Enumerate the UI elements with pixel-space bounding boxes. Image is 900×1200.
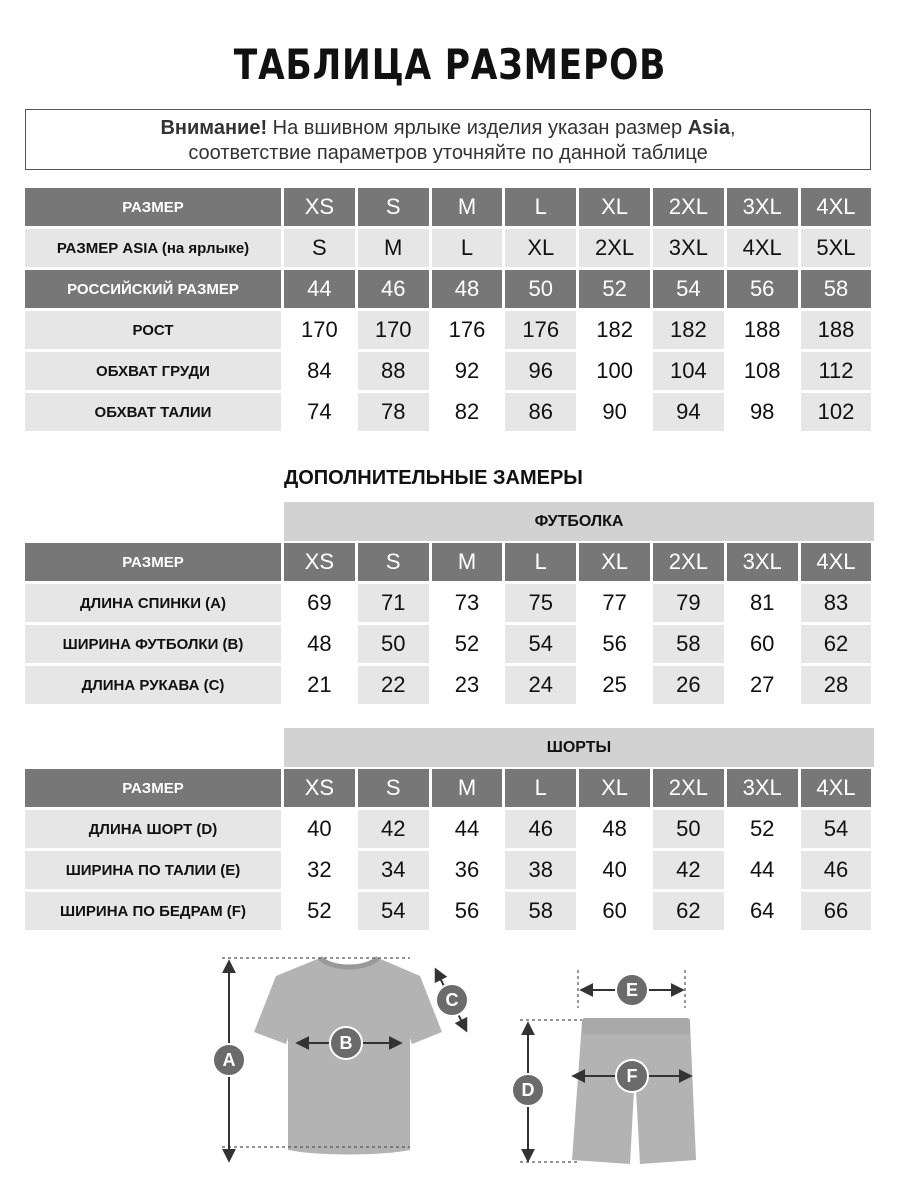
row-label: РАЗМЕР	[25, 188, 284, 229]
table-cell: 52	[284, 892, 358, 933]
table-cell: 86	[505, 393, 579, 434]
table-cell: 56	[727, 270, 801, 311]
table-cell: M	[432, 769, 506, 810]
table-cell: 25	[579, 666, 653, 707]
table-row	[25, 851, 875, 892]
table-cell: 77	[579, 584, 653, 625]
table-cell: 54	[505, 625, 579, 666]
table-cell: 40	[579, 851, 653, 892]
table-cell: 88	[358, 352, 432, 393]
table-cell: XS	[284, 769, 358, 810]
table-cell: 34	[358, 851, 432, 892]
marker-f-label: F	[626, 1066, 638, 1086]
table-cell: 42	[653, 851, 727, 892]
tshirt-heading: ФУТБОЛКА	[284, 502, 874, 541]
table-cell: 21	[284, 666, 358, 707]
table-row	[25, 625, 875, 666]
row-label: РАЗМЕР	[25, 769, 284, 810]
table-cell: 98	[727, 393, 801, 434]
table-cell: 58	[801, 270, 875, 311]
row-label: ОБХВАТ ГРУДИ	[25, 352, 284, 393]
table-cell: 2XL	[579, 229, 653, 270]
table-row	[25, 769, 875, 810]
notice-box	[25, 109, 871, 170]
table-cell: 62	[801, 625, 875, 666]
marker-c-label: C	[445, 990, 459, 1010]
table-cell: 54	[358, 892, 432, 933]
table-row	[25, 352, 875, 393]
row-label: ШИРИНА ПО ТАЛИИ (E)	[25, 851, 284, 892]
table-cell: 75	[505, 584, 579, 625]
table-cell: 52	[727, 810, 801, 851]
notice-line-2: соответствие параметров уточняйте по данной таблице	[188, 142, 708, 164]
table-cell: 38	[505, 851, 579, 892]
table-cell: 3XL	[653, 229, 727, 270]
table-cell: L	[505, 188, 579, 229]
table-cell: XL	[579, 769, 653, 810]
table-cell: S	[358, 543, 432, 584]
table-cell: 46	[505, 810, 579, 851]
table-cell: 44	[727, 851, 801, 892]
table-cell: 176	[505, 311, 579, 352]
table-cell: 4XL	[801, 769, 875, 810]
table-cell: 4XL	[727, 229, 801, 270]
row-label: ДЛИНА РУКАВА (C)	[25, 666, 284, 707]
table-cell: 48	[432, 270, 506, 311]
table-cell: 40	[284, 810, 358, 851]
table-cell: 100	[579, 352, 653, 393]
table-cell: 54	[653, 270, 727, 311]
table-cell: L	[505, 769, 579, 810]
table-cell: 22	[358, 666, 432, 707]
table-cell: 2XL	[653, 543, 727, 584]
table-cell: 50	[358, 625, 432, 666]
table-cell: 46	[801, 851, 875, 892]
table-row	[25, 188, 875, 229]
table-cell: 52	[432, 625, 506, 666]
table-row	[25, 393, 875, 434]
table-cell: 24	[505, 666, 579, 707]
table-cell: XL	[579, 188, 653, 229]
table-cell: 66	[801, 892, 875, 933]
table-cell: 27	[727, 666, 801, 707]
table-cell: S	[358, 769, 432, 810]
table-cell: 78	[358, 393, 432, 434]
table-cell: 58	[653, 625, 727, 666]
table-cell: 50	[653, 810, 727, 851]
table-cell: 48	[284, 625, 358, 666]
table-cell: L	[505, 543, 579, 584]
table-cell: 4XL	[801, 543, 875, 584]
table-cell: S	[358, 188, 432, 229]
row-label: ШИРИНА ФУТБОЛКИ (B)	[25, 625, 284, 666]
table-cell: 96	[505, 352, 579, 393]
table-cell: 32	[284, 851, 358, 892]
table-row	[25, 270, 875, 311]
table-cell: 90	[579, 393, 653, 434]
table-cell: 112	[801, 352, 875, 393]
table-cell: 108	[727, 352, 801, 393]
table-cell: 44	[432, 810, 506, 851]
notice-text: На вшивном ярлыке изделия указан размер	[267, 117, 688, 139]
table-cell: 176	[432, 311, 506, 352]
table-cell: 46	[358, 270, 432, 311]
row-label: ДЛИНА СПИНКИ (A)	[25, 584, 284, 625]
row-label: ОБХВАТ ТАЛИИ	[25, 393, 284, 434]
row-label: РАЗМЕР ASIA (на ярлыке)	[25, 229, 284, 270]
table-cell: 2XL	[653, 769, 727, 810]
table-cell: XS	[284, 188, 358, 229]
table-cell: 23	[432, 666, 506, 707]
tshirt-table	[25, 543, 875, 707]
notice-comma: ,	[729, 117, 736, 139]
table-cell: XL	[579, 543, 653, 584]
table-cell: 79	[653, 584, 727, 625]
table-cell: XL	[505, 229, 579, 270]
table-cell: 60	[727, 625, 801, 666]
table-cell: 83	[801, 584, 875, 625]
table-cell: 92	[432, 352, 506, 393]
table-cell: 73	[432, 584, 506, 625]
main-size-table	[25, 188, 875, 434]
table-cell: 52	[579, 270, 653, 311]
table-cell: 182	[579, 311, 653, 352]
row-label: РОССИЙСКИЙ РАЗМЕР	[25, 270, 284, 311]
marker-d-label: D	[521, 1080, 535, 1100]
table-cell: 84	[284, 352, 358, 393]
table-cell: 62	[653, 892, 727, 933]
measurement-diagram	[0, 940, 900, 1200]
table-cell: 74	[284, 393, 358, 434]
table-cell: 58	[505, 892, 579, 933]
table-cell: S	[284, 229, 358, 270]
table-row	[25, 892, 875, 933]
table-cell: 188	[727, 311, 801, 352]
table-row	[25, 543, 875, 584]
table-cell: 182	[653, 311, 727, 352]
table-cell: M	[432, 188, 506, 229]
shorts-heading: ШОРТЫ	[284, 728, 874, 767]
table-cell: L	[432, 229, 506, 270]
table-cell: 64	[727, 892, 801, 933]
table-cell: 94	[653, 393, 727, 434]
marker-b-label: B	[339, 1033, 353, 1053]
shorts-table	[25, 769, 875, 933]
table-row	[25, 584, 875, 625]
table-cell: XS	[284, 543, 358, 584]
table-row	[25, 229, 875, 270]
notice-asia: Asia	[687, 117, 730, 139]
additional-title: ДОПОЛНИТЕЛЬНЫЕ ЗАМЕРЫ	[284, 467, 583, 489]
table-cell: 170	[358, 311, 432, 352]
table-cell: 102	[801, 393, 875, 434]
table-cell: 3XL	[727, 769, 801, 810]
row-label: ДЛИНА ШОРТ (D)	[25, 810, 284, 851]
table-cell: 170	[284, 311, 358, 352]
marker-a-label: A	[222, 1050, 236, 1070]
table-cell: 28	[801, 666, 875, 707]
table-cell: 71	[358, 584, 432, 625]
table-cell: 50	[505, 270, 579, 311]
table-cell: 26	[653, 666, 727, 707]
table-cell: 69	[284, 584, 358, 625]
row-label: РОСТ	[25, 311, 284, 352]
table-cell: 56	[432, 892, 506, 933]
table-cell: 54	[801, 810, 875, 851]
table-cell: 5XL	[801, 229, 875, 270]
table-cell: 4XL	[801, 188, 875, 229]
row-label: РАЗМЕР	[25, 543, 284, 584]
table-cell: 36	[432, 851, 506, 892]
table-cell: 3XL	[727, 188, 801, 229]
table-row	[25, 311, 875, 352]
table-cell: 56	[579, 625, 653, 666]
table-cell: M	[358, 229, 432, 270]
table-cell: 44	[284, 270, 358, 311]
table-cell: 60	[579, 892, 653, 933]
page-title: ТАБЛИЦА РАЗМЕРОВ	[233, 40, 667, 89]
table-cell: 2XL	[653, 188, 727, 229]
row-label: ШИРИНА ПО БЕДРАМ (F)	[25, 892, 284, 933]
table-row	[25, 810, 875, 851]
table-row	[25, 666, 875, 707]
table-cell: 48	[579, 810, 653, 851]
table-cell: M	[432, 543, 506, 584]
table-cell: 82	[432, 393, 506, 434]
notice-warning: Внимание!	[160, 117, 268, 139]
table-cell: 104	[653, 352, 727, 393]
table-cell: 188	[801, 311, 875, 352]
table-cell: 3XL	[727, 543, 801, 584]
marker-e-label: E	[625, 980, 639, 1000]
table-cell: 42	[358, 810, 432, 851]
table-cell: 81	[727, 584, 801, 625]
